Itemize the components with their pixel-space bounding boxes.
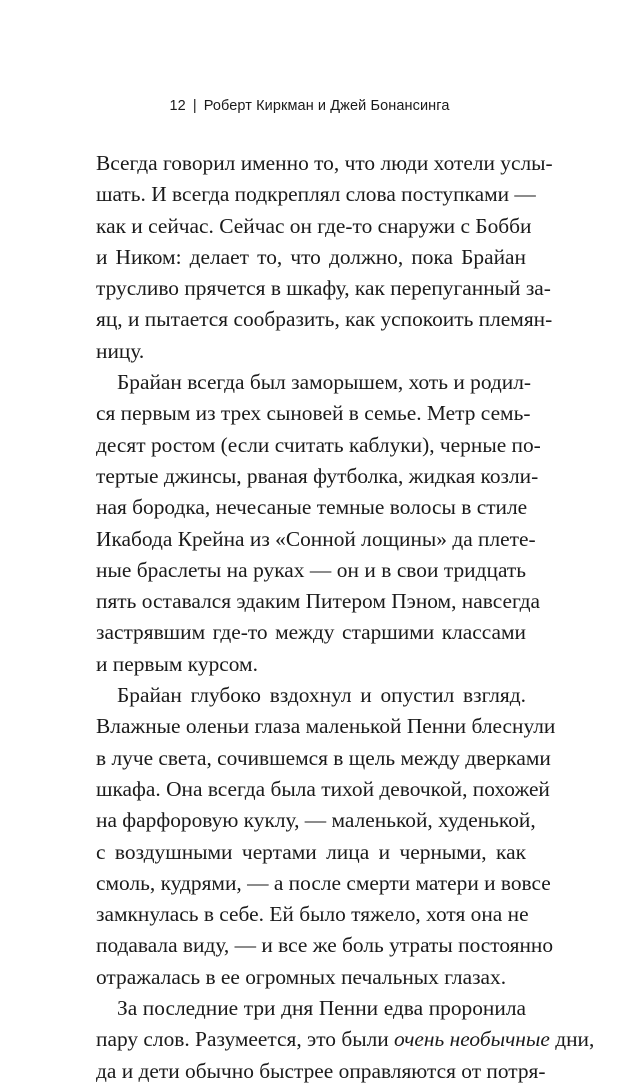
text-line-with-emphasis xyxy=(96,1024,595,1055)
text-line: как и сейчас. Сейчас он где-то снаружи с Бобби xyxy=(96,213,532,238)
text-line: шкафа. Она всегда была тихой девочкой, похожей xyxy=(96,776,550,801)
running-title: Роберт Киркман и Джей Бонансинга xyxy=(203,98,450,114)
text-line: ная бородка, нечесаные темные волосы в стиле xyxy=(96,495,528,520)
text-line: смоль, кудрями, — а после смерти матери и вовсе xyxy=(96,870,551,895)
text-line: трусливо прячется в шкафу, как перепуганный за- xyxy=(96,276,551,301)
text-line: ся первым из трех сыновей в семье. Метр семь- xyxy=(96,401,531,426)
text-line: яц, и пытается сообразить, как успокоить племян- xyxy=(96,307,553,332)
text-line: замкнулась в себе. Ей было тяжело, хотя она не xyxy=(96,902,529,927)
text-line: Влажные оленьи глаза маленькой Пенни блеснули xyxy=(96,714,556,739)
text-line: ные браслеты на руках — он и в свои тридцать xyxy=(96,557,526,582)
text-line: Всегда говорил именно то, что люди хотели услы- xyxy=(96,151,553,175)
body-text xyxy=(96,148,595,1087)
text-line: и первым курсом. xyxy=(96,651,258,676)
text-fragment: пару слов. Разумеется, это были xyxy=(96,1027,395,1052)
running-header xyxy=(0,98,619,114)
text-line: подавала виду, — и все же боль утраты постоянно xyxy=(96,933,554,958)
text-line: Брайан глубоко вздохнул и опустил взгляд. xyxy=(117,683,526,708)
text-line: пять оставался эдаким Питером Пэном, навсегда xyxy=(96,589,541,614)
emphasis-text: очень необычные xyxy=(394,1027,550,1052)
text-line: десят ростом (если считать каблуки), черные по- xyxy=(96,432,541,457)
text-line: и Ником: делает то, что должно, пока Брайан xyxy=(96,244,526,269)
text-line: За последние три дня Пенни едва проронила xyxy=(117,996,526,1021)
text-line: ницу. xyxy=(96,338,145,363)
text-line: тертые джинсы, рваная футболка, жидкая козли- xyxy=(96,463,539,488)
text-line: застрявшим где-то между старшими классами xyxy=(96,620,526,645)
text-line: Икабода Крейна из «Сонной лощины» да плете- xyxy=(96,526,536,551)
text-line: Брайан всегда был заморышем, хоть и родил- xyxy=(117,370,532,395)
text-line: в луче света, сочившемся в щель между дверками xyxy=(96,745,551,770)
text-line: да и дети обычно быстрее оправляются от потря- xyxy=(96,1058,546,1083)
page-number: 12 xyxy=(169,98,186,114)
text-line: отражалась в ее огромных печальных глазах. xyxy=(96,964,507,989)
text-line: с воздушными чертами лица и черными, как xyxy=(96,839,526,864)
text-line: шать. И всегда подкреплял слова поступками — xyxy=(96,182,536,207)
header-separator: | xyxy=(192,98,197,114)
text-line: на фарфоровую куклу, — маленькой, худенькой, xyxy=(96,808,536,833)
text-fragment: дни, xyxy=(549,1027,595,1052)
